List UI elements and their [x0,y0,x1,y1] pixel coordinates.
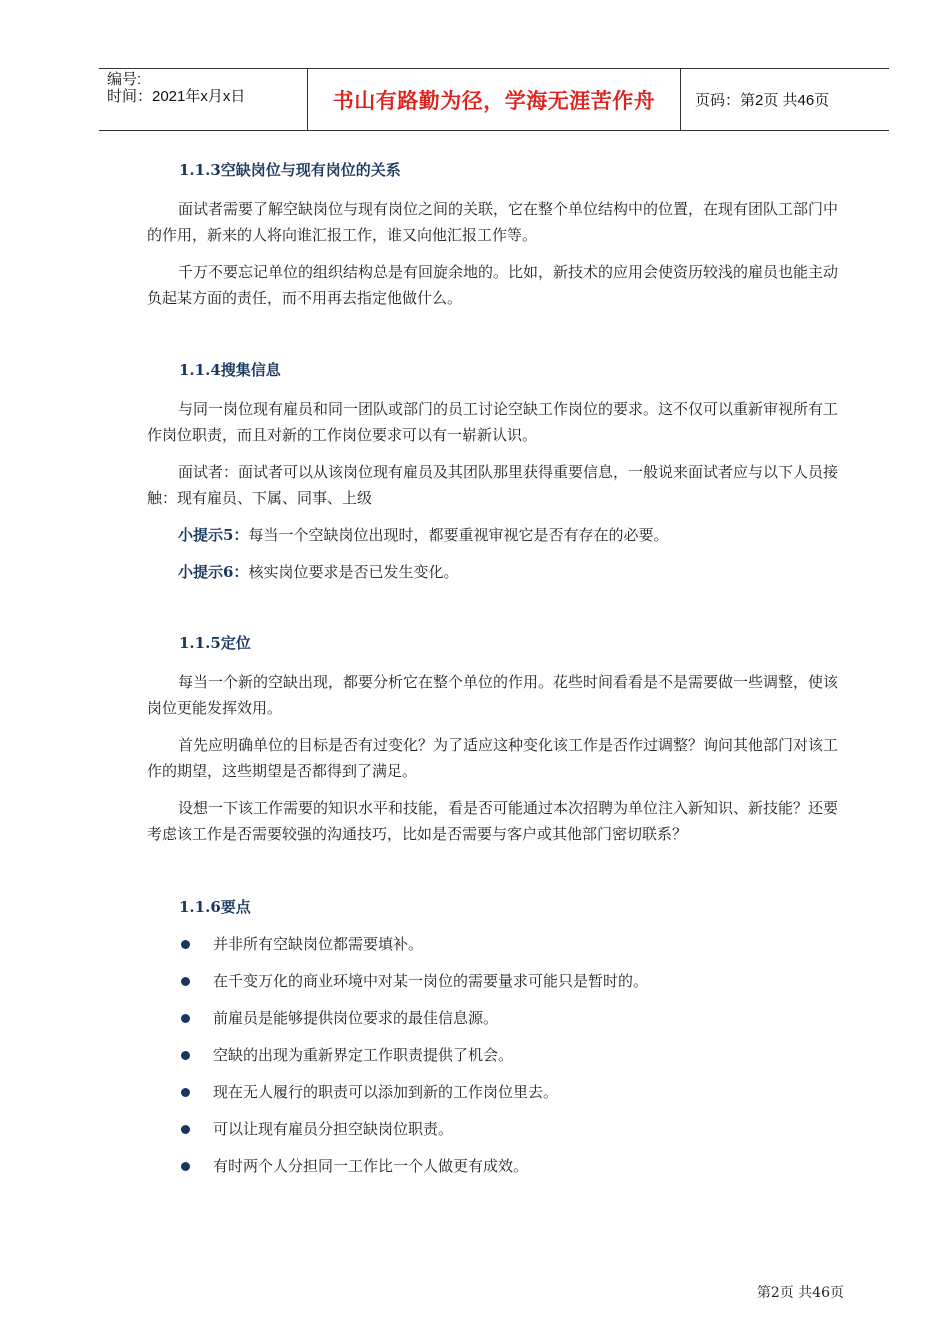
section-1-1-6 [147,893,847,1179]
list-item-text: 前雇员是能够提供岗位要求的最佳信息源。 [213,1009,499,1027]
bullet-icon [181,1051,190,1060]
tip-5 [147,522,847,548]
list-item-text: 在千变万化的商业环境中对某一岗位的需要量求可能只是暂时的。 [213,972,649,990]
bullet-icon [181,1088,190,1097]
bullet-icon [181,1125,190,1134]
list-item-text: 空缺的出现为重新界定工作职责提供了机会。 [213,1046,514,1064]
list-item [147,931,847,957]
motto: 书山有路勤为径，学海无涯苦作舟 [332,88,656,113]
section-heading: 1.1.5定位 [179,634,251,652]
list-item [147,1005,847,1031]
list-item-text: 可以让现有雇员分担空缺岗位职责。 [213,1120,454,1138]
tip-6 [147,559,847,585]
document-body [147,156,847,1190]
list-item-text: 并非所有空缺岗位都需要填补。 [213,935,424,953]
paragraph: 千万不要忘记单位的组织结构总是有回旋余地的。比如，新技术的应用会使资历较浅的雇员也能主动负起某方面的责任，而不用再去指定他做什么。 [147,263,839,307]
list-item [147,1042,847,1068]
header-meta [99,69,308,130]
paragraph: 每当一个新的空缺出现，都要分析它在整个单位的作用。花些时间看看是不是需要做一些调整，使该岗位更能发挥效用。 [147,673,839,717]
paragraph: 面试者需要了解空缺岗位与现有岗位之间的关联，它在整个单位结构中的位置，在现有团队工部门中的作用，新来的人将向谁汇报工作，谁又向他汇报工作等。 [147,200,839,244]
list-item-text: 有时两个人分担同一工作比一个人做更有成效。 [213,1157,529,1175]
section-heading: 1.1.6要点 [179,898,251,916]
list-item-text: 现在无人履行的职责可以添加到新的工作岗位里去。 [213,1083,559,1101]
header-page-label: 页码：第2页 共46页 [695,92,830,109]
tip-text: 每当一个空缺岗位出现时，都要重视审视它是否有存在的必要。 [248,526,669,544]
tip-text: 核实岗位要求是否已发生变化。 [248,563,459,581]
tip-label: 小提示6： [178,563,249,581]
page-header [99,68,889,131]
section-heading: 1.1.4搜集信息 [179,361,281,379]
page-footer: 第2页 共46页 [756,1285,844,1301]
list-item [147,1116,847,1142]
time-label: 时间：2021年x月x日 [107,88,246,105]
list-item [147,1153,847,1179]
list-item [147,1079,847,1105]
paragraph: 面试者：面试者可以从该岗位现有雇员及其团队那里获得重要信息，一般说来面试者应与以下人员接触：现有雇员、下属、同事、上级 [147,463,839,507]
header-motto-cell [308,69,681,130]
bullet-icon [181,1162,190,1171]
paragraph: 首先应明确单位的目标是否有过变化？为了适应这种变化该工作是否作过调整？询问其他部门对该工作的期望，这些期望是否都得到了满足。 [147,736,839,780]
key-points-list [147,931,847,1179]
header-page-cell [681,69,889,130]
paragraph: 与同一岗位现有雇员和同一团队或部门的员工讨论空缺工作岗位的要求。这不仅可以重新审视所有工作岗位职责，而且对新的工作岗位要求可以有一崭新认识。 [147,400,839,444]
section-1-1-4 [147,356,847,585]
bullet-icon [181,940,190,949]
section-1-1-5 [147,629,847,847]
section-1-1-3 [147,156,847,311]
bullet-icon [181,1014,190,1023]
list-item [147,968,847,994]
section-heading: 1.1.3空缺岗位与现有岗位的关系 [179,161,401,179]
paragraph: 设想一下该工作需要的知识水平和技能，看是否可能通过本次招聘为单位注入新知识、新技能？还要考虑该工作是否需要较强的沟通技巧，比如是否需要与客户或其他部门密切联系？ [147,799,839,843]
tip-label: 小提示5： [178,526,249,544]
code-label: 编号: [107,71,142,88]
bullet-icon [181,977,190,986]
